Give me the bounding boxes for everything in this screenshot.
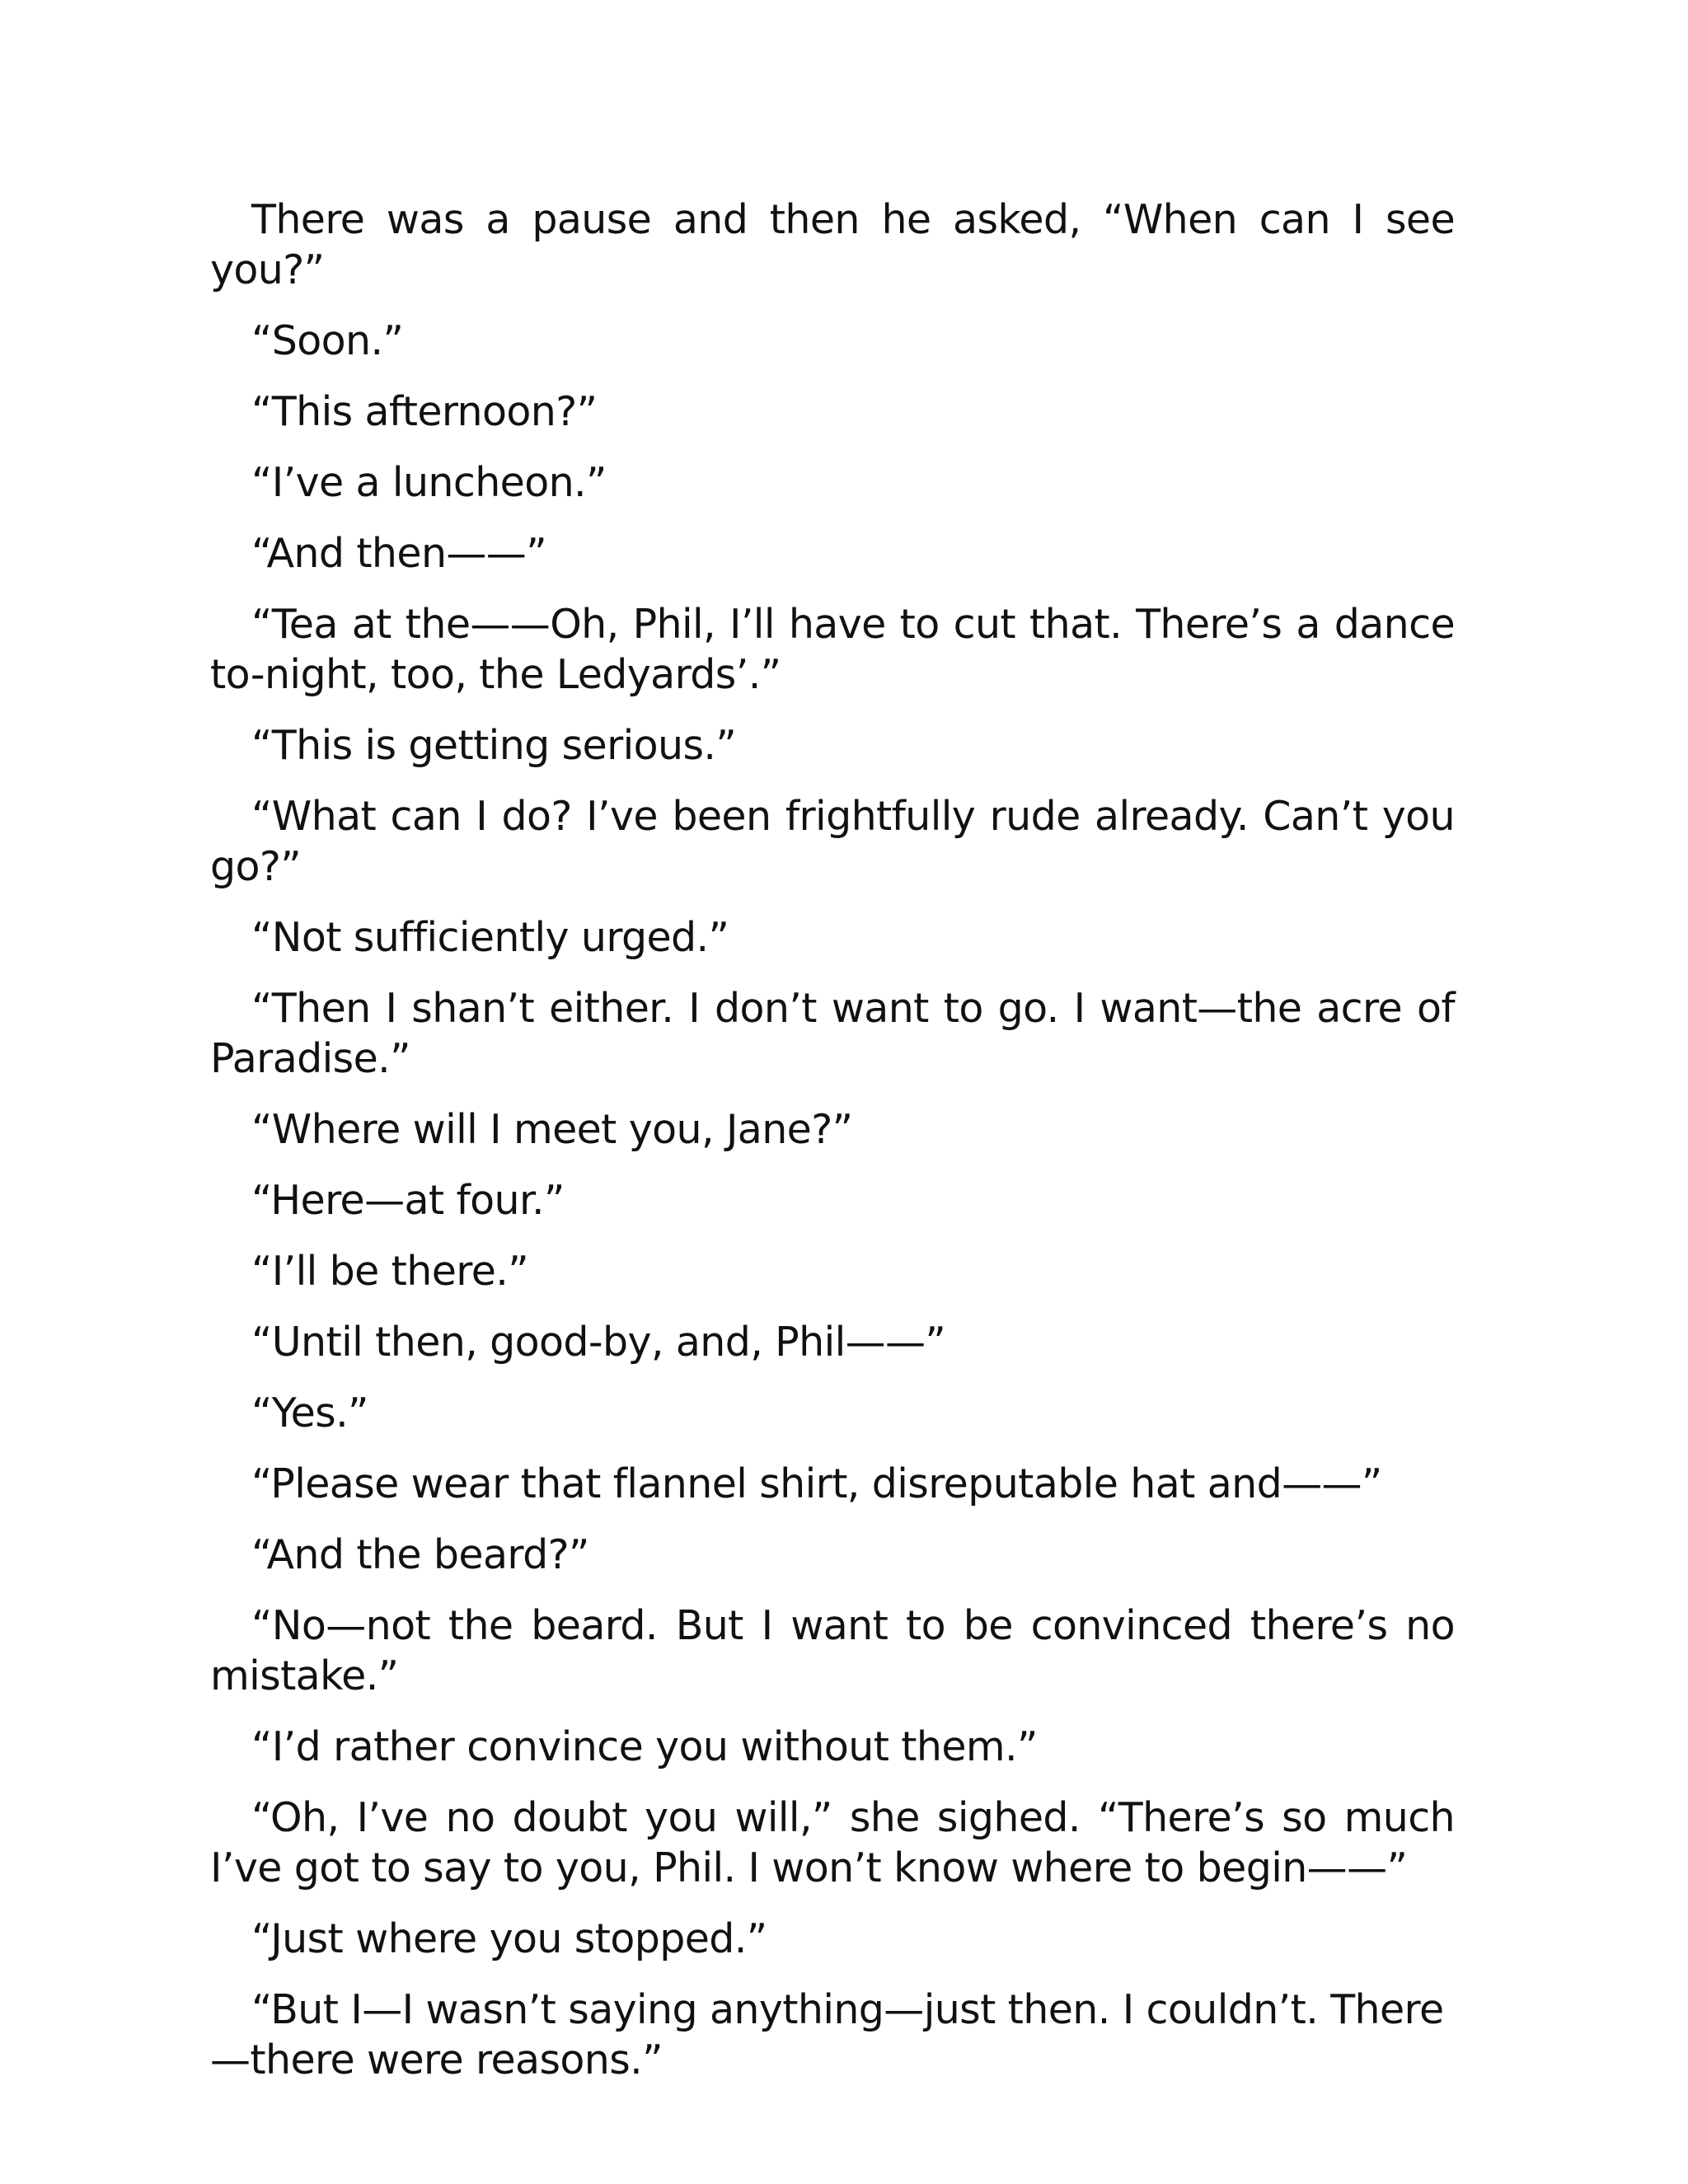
paragraph-22: “But I—I wasn’t saying anything—just then. I couldn’t. There—there were reasons.” — [210, 1986, 1444, 2083]
paragraph-2: “Soon.” — [251, 317, 404, 364]
paragraph-16: “Please wear that flannel shirt, disreputable hat and——” — [251, 1460, 1382, 1507]
paragraph-6: “Tea at the——Oh, Phil, I’ll have to cut that. There’s a dance to-night, too, the Ledyards’.” — [210, 601, 1455, 698]
paragraph-20: “Oh, I’ve no doubt you will,” she sighed. “There’s so much I’ve got to say to you, Phil. I won’t know where to begin——” — [210, 1794, 1455, 1891]
paragraph-18: “No—not the beard. But I want to be convinced there’s no mistake.” — [210, 1602, 1455, 1699]
book-page-text — [210, 194, 1455, 2106]
paragraph-8: “What can I do? I’ve been frightfully rude already. Can’t you go?” — [210, 793, 1455, 890]
paragraph-12: “Here—at four.” — [251, 1177, 565, 1224]
paragraph-7: “This is getting serious.” — [251, 722, 737, 769]
paragraph-14: “Until then, good-by, and, Phil——” — [251, 1319, 946, 1366]
paragraph-10: “Then I shan’t either. I don’t want to go. I want—the acre of Paradise.” — [210, 985, 1455, 1082]
paragraph-15: “Yes.” — [251, 1390, 368, 1436]
paragraph-17: “And the beard?” — [251, 1531, 589, 1578]
paragraph-1: There was a pause and then he asked, “When can I see you?” — [210, 196, 1455, 293]
paragraph-11: “Where will I meet you, Jane?” — [251, 1106, 853, 1153]
paragraph-19: “I’d rather convince you without them.” — [251, 1723, 1038, 1770]
paragraph-9: “Not sufficiently urged.” — [251, 914, 729, 961]
paragraph-5: “And then——” — [251, 530, 546, 577]
paragraph-4: “I’ve a luncheon.” — [251, 459, 607, 506]
paragraph-3: “This afternoon?” — [251, 388, 598, 435]
paragraph-13: “I’ll be there.” — [251, 1248, 529, 1295]
paragraph-21: “Just where you stopped.” — [251, 1915, 767, 1962]
